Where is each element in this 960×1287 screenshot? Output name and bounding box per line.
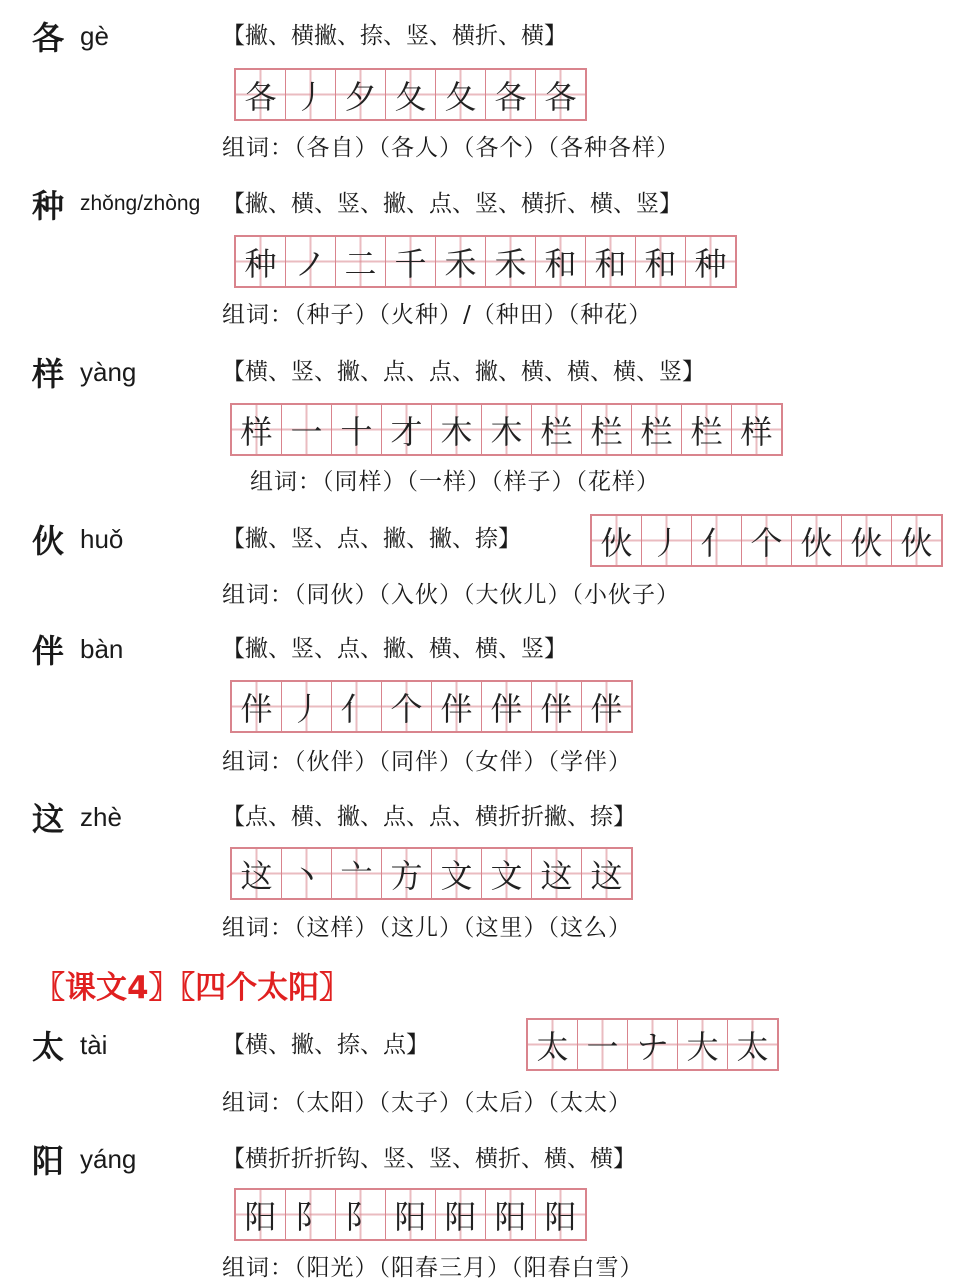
stroke-step-cell: 个 (742, 516, 792, 565)
entry-pinyin: bàn (80, 634, 124, 664)
stroke-grid (234, 235, 737, 288)
stroke-step-cell: 亠 (332, 849, 382, 898)
stroke-step-cell: 阳 (536, 1190, 585, 1239)
stroke-step-cell: 栏 (632, 405, 682, 454)
stroke-grid (526, 1018, 779, 1071)
stroke-step-cell: ナ (628, 1020, 678, 1069)
stroke-step-cell: 一 (578, 1020, 628, 1069)
word-list: 组词：（种子）（火种）/（种田）（种花） (222, 302, 653, 328)
stroke-step-cell: 千 (386, 237, 436, 286)
stroke-step-cell: 样 (732, 405, 781, 454)
entry-pinyin: tài (80, 1030, 108, 1060)
stroke-grid (590, 514, 943, 567)
stroke-step-cell: 伴 (482, 682, 532, 731)
stroke-step-cell: 种 (236, 237, 286, 286)
stroke-step-cell: 各 (236, 70, 286, 119)
stroke-step-cell: 文 (482, 849, 532, 898)
stroke-step-cell: 夂 (436, 70, 486, 119)
stroke-step-cell: 伴 (432, 682, 482, 731)
stroke-step-cell: 阳 (386, 1190, 436, 1239)
stroke-step-cell: 阳 (486, 1190, 536, 1239)
stroke-step-cell: 禾 (486, 237, 536, 286)
entry-char: 伴 (32, 632, 65, 670)
entry-pinyin: zhǒng/zhòng (80, 192, 201, 215)
stroke-step-cell: 各 (536, 70, 585, 119)
stroke-order: 【撇、横撇、捺、竖、横折、横】 (222, 23, 567, 49)
stroke-step-cell: 伴 (232, 682, 282, 731)
stroke-step-cell: 夂 (386, 70, 436, 119)
word-list: 组词：（伙伴）（同伴）（女伴）（学伴） (222, 749, 632, 775)
stroke-step-cell: 这 (532, 849, 582, 898)
stroke-step-cell: 亻 (692, 516, 742, 565)
word-list: 组词：（太阳）（太子）（太后）（太太） (222, 1090, 632, 1116)
stroke-step-cell: 丿 (282, 682, 332, 731)
stroke-step-cell: 方 (382, 849, 432, 898)
stroke-step-cell: 木 (482, 405, 532, 454)
word-list: 组词：（同样）（一样）（样子）（花样） (250, 469, 660, 495)
stroke-step-cell: 木 (432, 405, 482, 454)
entry-pinyin: zhè (80, 802, 122, 832)
entry-pinyin: yáng (80, 1144, 137, 1174)
stroke-step-cell: 各 (486, 70, 536, 119)
stroke-order: 【撇、竖、点、撇、横、横、竖】 (222, 636, 567, 662)
stroke-step-cell: 太 (528, 1020, 578, 1069)
stroke-step-cell: 阝 (336, 1190, 386, 1239)
word-list: 组词：（同伙）（入伙）（大伙儿）（小伙子） (222, 582, 680, 608)
stroke-step-cell: 阝 (286, 1190, 336, 1239)
stroke-order: 【横、撇、捺、点】 (222, 1032, 429, 1058)
stroke-grid (230, 680, 633, 733)
stroke-grid (230, 847, 633, 900)
stroke-step-cell: 和 (536, 237, 586, 286)
lesson-heading: 〖课文4〗〖四个太阳〗 (34, 970, 351, 1006)
stroke-grid (234, 1188, 587, 1241)
entry-char: 伙 (32, 522, 65, 560)
stroke-step-cell: 丿 (286, 70, 336, 119)
stroke-step-cell: 伴 (582, 682, 631, 731)
entry-pinyin: gè (80, 21, 109, 51)
stroke-step-cell: 这 (232, 849, 282, 898)
stroke-step-cell: 伙 (592, 516, 642, 565)
stroke-step-cell: 禾 (436, 237, 486, 286)
word-list: 组词：（阳光）（阳春三月）（阳春白雪） (222, 1255, 644, 1281)
stroke-step-cell: 阳 (236, 1190, 286, 1239)
entry-char: 这 (32, 800, 65, 838)
entry-char: 样 (32, 355, 65, 393)
stroke-step-cell: 阳 (436, 1190, 486, 1239)
stroke-step-cell: 个 (382, 682, 432, 731)
entry-char: 阳 (32, 1142, 65, 1180)
stroke-step-cell: 二 (336, 237, 386, 286)
entry-pinyin: yàng (80, 357, 137, 387)
stroke-step-cell: 一 (282, 405, 332, 454)
stroke-step-cell: 和 (636, 237, 686, 286)
word-list: 组词：（这样）（这儿）（这里）（这么） (222, 915, 632, 941)
stroke-step-cell: 亻 (332, 682, 382, 731)
stroke-step-cell: 伙 (842, 516, 892, 565)
stroke-step-cell: 伴 (532, 682, 582, 731)
entry-char: 各 (32, 19, 65, 57)
entry-char: 种 (32, 187, 65, 225)
stroke-step-cell: 伙 (792, 516, 842, 565)
stroke-grid (230, 403, 783, 456)
stroke-step-cell: 十 (332, 405, 382, 454)
stroke-step-cell: 栏 (532, 405, 582, 454)
stroke-step-cell: 大 (678, 1020, 728, 1069)
stroke-step-cell: 丶 (282, 849, 332, 898)
stroke-step-cell: 种 (686, 237, 735, 286)
stroke-step-cell: 文 (432, 849, 482, 898)
stroke-order: 【撇、竖、点、撇、撇、捺】 (222, 526, 521, 552)
stroke-step-cell: 伙 (892, 516, 941, 565)
stroke-grid (234, 68, 587, 121)
stroke-step-cell: 栏 (582, 405, 632, 454)
word-list: 组词：（各自）（各人）（各个）（各种各样） (222, 135, 680, 161)
stroke-order: 【横折折折钩、竖、竖、横折、横、横】 (222, 1146, 636, 1172)
stroke-order: 【横、竖、撇、点、点、撇、横、横、横、竖】 (222, 359, 705, 385)
stroke-step-cell: 夕 (336, 70, 386, 119)
stroke-step-cell: 才 (382, 405, 432, 454)
stroke-order: 【撇、横、竖、撇、点、竖、横折、横、竖】 (222, 191, 682, 217)
stroke-step-cell: 丿 (642, 516, 692, 565)
stroke-step-cell: 栏 (682, 405, 732, 454)
stroke-step-cell: ノ (286, 237, 336, 286)
stroke-step-cell: 太 (728, 1020, 777, 1069)
stroke-step-cell: 样 (232, 405, 282, 454)
entry-char: 太 (32, 1028, 65, 1066)
stroke-order: 【点、横、撇、点、点、横折折撇、捺】 (222, 804, 636, 830)
entry-pinyin: huǒ (80, 524, 124, 554)
stroke-step-cell: 这 (582, 849, 631, 898)
stroke-step-cell: 和 (586, 237, 636, 286)
